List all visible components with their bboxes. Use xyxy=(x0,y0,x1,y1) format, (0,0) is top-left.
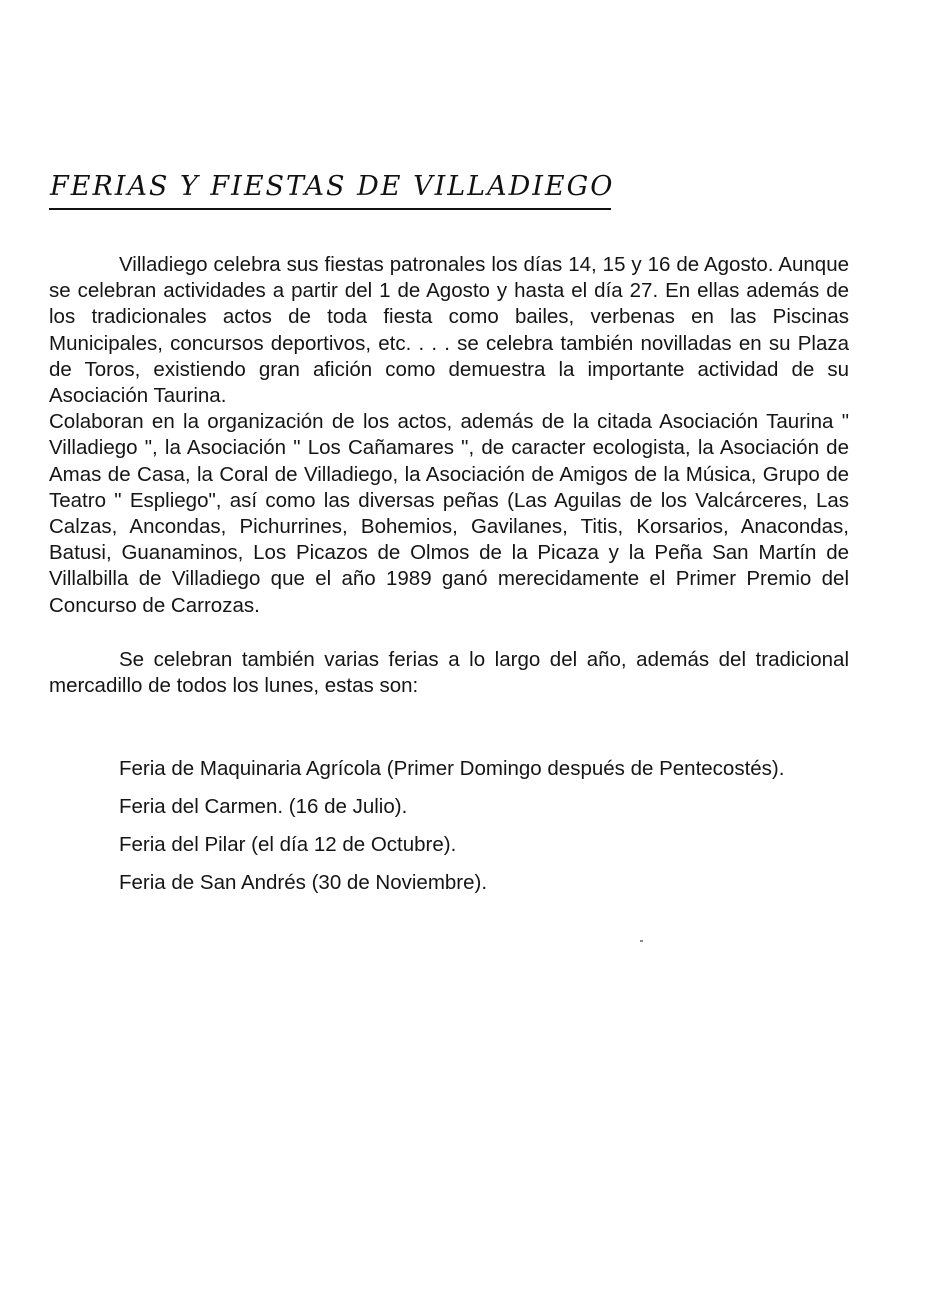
scan-speck xyxy=(640,940,643,942)
paragraph-collaborators: Colaboran en la organización de los actos, además de la citada Asociación Taurina " Villadiego ", la Asociación " Los Cañamares ", de caracter ecologista, la Asociación de Amas de Casa, la Coral de Villadiego, la Asociación de Amigos de la Música, Grupo de Teatro " Espliego", así como las diversas peñas (Las Aguilas de los Valcárceres, Las Calzas, Ancondas, Pichurrines, Bohemios, Gavilanes, Titis, Korsarios, Anacondas, Batusi, Guanaminos, Los Picazos de Olmos de la Picaza y la Peña San Martín de Villalbilla de Villadiego que el año 1989 ganó merecidamente el Primer Premio del Concurso de Carrozas. xyxy=(49,410,849,617)
fair-item-pilar: Feria del Pilar (el día 12 de Octubre). xyxy=(119,833,457,856)
page-title: FERIAS Y FIESTAS DE VILLADIEGO xyxy=(50,171,615,202)
paragraph-fairs-intro: Se celebran también varias ferias a lo largo del año, además del tradicional mercadillo de todos los lunes, estas son: xyxy=(49,647,849,698)
fairs-list xyxy=(119,755,859,907)
fair-item-maquinaria: Feria de Maquinaria Agrícola (Primer Domingo después de Pentecostés). xyxy=(119,757,785,780)
paragraph-festivities: Villadiego celebra sus fiestas patronales los días 14, 15 y 16 de Agosto. Aunque se celebran actividades a partir del 1 de Agosto y hasta el día 27. En ellas además de los tradicionales actos de toda fiesta como bailes, verbenas en las Piscinas Municipales, concursos deportivos, etc. . . . se celebra también novilladas en su Plaza de Toros, existiendo gran afición como demuestra la importante actividad de su Asociación Taurina. xyxy=(49,253,849,408)
fair-item-carmen: Feria del Carmen. (16 de Julio). xyxy=(119,795,408,818)
fair-item-san-andres: Feria de San Andrés (30 de Noviembre). xyxy=(119,871,488,894)
body-text xyxy=(49,252,849,699)
title-underline xyxy=(49,208,611,210)
